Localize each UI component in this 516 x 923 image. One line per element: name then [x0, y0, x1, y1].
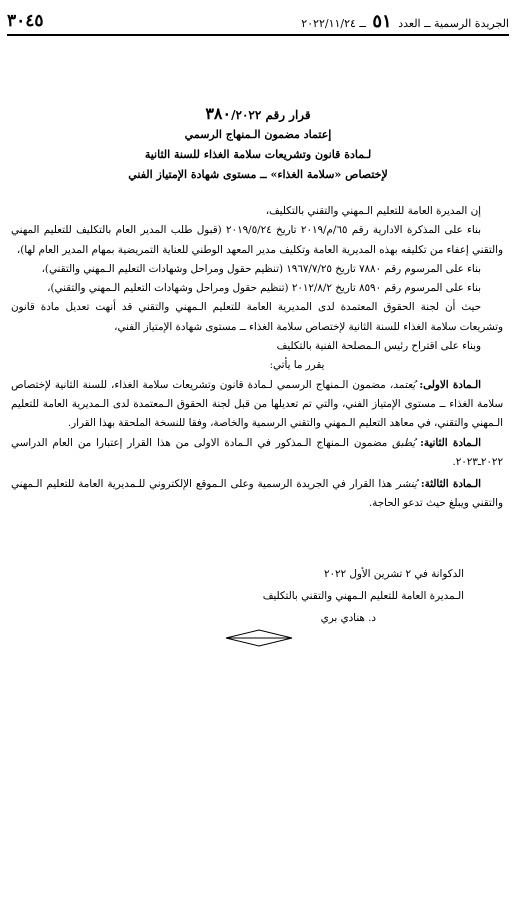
decision-year: /٢٠٢٢: [231, 108, 262, 122]
issue-date: ــ ٢٠٢٢/١١/٢٤: [301, 16, 366, 30]
article-1-text: مضمون الـمنهاج الرسمي لـمادة قانون وتشريعات سلامة الغذاء، للسنة الثانية لإختصاص سلامة الغذاء ــ مستوى الإمتياز الفني، والتي تم تعديلها من قبل لجنة الحقوق الـمعتمدة لدى الـمديرية العامة للتعليم الـمهني والتقني، في معاهد التعليم الـمهني والتقني الرسمية والخاصة، وفقا للنسخة الملحقة بهذا القرار.: [11, 378, 503, 430]
article-2-intro: يُطبق: [392, 436, 416, 449]
gazette-name: الجريدة الرسمية ــ العدد: [398, 16, 509, 30]
page-number: ٣٠٤٥: [7, 11, 44, 31]
decision-title: [0, 104, 516, 185]
gazette-issue-info: [301, 11, 509, 32]
diamond-ornament-icon: [225, 628, 293, 648]
article-1-label: الـمادة الاولى:: [419, 378, 481, 391]
article-1-intro: يُعتمد،: [389, 378, 416, 391]
preamble-memo: بناء على المذكرة الادارية رقم ٦٥/م/٢٠١٩ تاريخ ٢٠١٩/٥/٢٤ (قبول طلب المدير العام بالتكليف للتعليم المهني والتقني إعفاء من تكليفه بهذه المديرية العامة وتكليف مدير المعهد الوطني للعناية التمريضية بمهام المدير العام لها)،: [11, 224, 503, 256]
preamble-decree-1: بناء على المرسوم رقم ٧٨٨٠ تاريخ ١٩٦٧/٧/٢٥ (تنظيم حقول ومراحل وشهادات التعليم الـمهني والتقني)،: [41, 262, 481, 275]
title-line-2: لـمادة قانون وتشريعات سلامة الغذاء للسنة الثانية: [144, 148, 372, 161]
article-2: [11, 434, 503, 473]
preamble-decree-2: بناء على المرسوم رقم ٨٥٩٠ تاريخ ٢٠١٢/٨/٢ (تنظيم حقول ومراحل وشهادات التعليم الـمهني والتقني)،: [47, 282, 481, 295]
title-line-3: لإختصاص «سلامة الغذاء» ــ مستوى شهادة الإمتياز الفني: [128, 168, 388, 181]
signature-block: [263, 563, 464, 629]
signature-name: د. هنادي بري: [320, 612, 376, 624]
decides-heading: يقرر ما يأتي:: [269, 359, 325, 372]
decision-number: ٣٨٠: [205, 104, 232, 123]
article-3: [11, 475, 503, 514]
article-2-label: الـمادة الثانية:: [420, 436, 482, 449]
issue-number: ٥١: [372, 10, 392, 32]
article-3-label: الـمادة الثالثة:: [420, 478, 482, 491]
signature-place-date: الدكوانة في ٢ تشرين الأول ٢٠٢٢: [323, 568, 464, 580]
preamble-proposal: وبناء على اقتراح رئيس الـمصلحة الفنية بالتكليف: [276, 340, 481, 353]
article-3-intro: يُنشر: [396, 478, 417, 491]
decision-number-line: [0, 104, 516, 125]
title-line-1: إعتماد مضمون الـمنهاج الرسمي: [184, 128, 332, 141]
article-2-text: مضمون الـمنهاج الـمذكور في الـمادة الاولى من هذا القرار إعتبارا من العام الدراسي ٢٠٢٢ـ٢٠٢٣.: [11, 436, 503, 468]
decision-label: قرار رقم: [265, 108, 311, 122]
signature-role: الـمديرة العامة للتعليم الـمهني والتقني بالتكليف: [262, 590, 464, 602]
page-header: [7, 8, 509, 36]
preamble-committee: حيث أن لجنة الحقوق المعتمدة لدى المديرية العامة للتعليم الـمهني والتقني قد أنهت تعديل مادة قانون وتشريعات سلامة الغذاء للسنة الثانية لإختصاص سلامة الغذاء ــ مستوى شهادة الإمتياز الفني،: [11, 301, 503, 333]
decision-body: [11, 202, 503, 514]
article-3-text: هذا القرار في الجريدة الرسمية وعلى الـموقع الإلكتروني للـمديرية العامة للتعليم الـمهني والتقني ويبلغ حيث تدعو الحاجة.: [11, 478, 503, 510]
preamble-issuer: إن المديرة العامة للتعليم الـمهني والتقني بالتكليف،: [265, 205, 481, 217]
article-1: [11, 376, 503, 434]
